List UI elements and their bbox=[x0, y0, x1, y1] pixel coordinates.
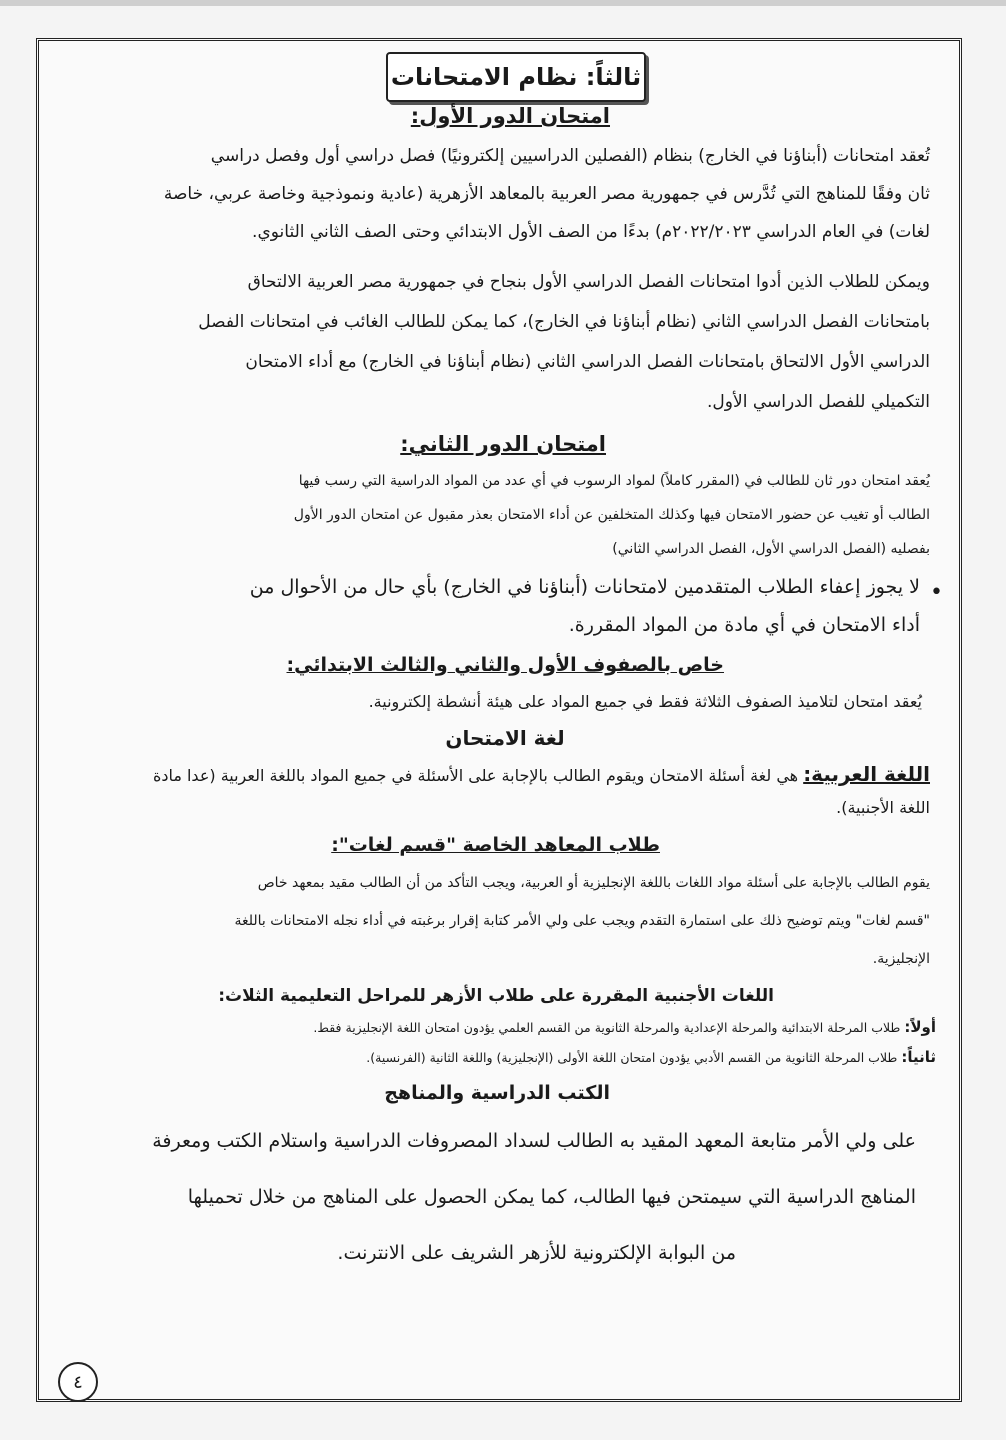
text-line: يقوم الطالب بالإجابة على أسئلة مواد اللغات باللغة الإنجليزية أو العربية، ويجب التأكد من أن الطالب مقيد بمعهد خاص bbox=[257, 875, 930, 891]
books-paragraph bbox=[80, 1132, 916, 1300]
text-line: أداء الامتحان في أي مادة من المواد المقررة. bbox=[568, 614, 920, 636]
first-text: طلاب المرحلة الابتدائية والمرحلة الإعدادية والمرحلة الثانوية من القسم العلمي يؤدون امتحان اللغة الإنجليزية فقط. bbox=[313, 1020, 901, 1035]
text-line bbox=[80, 1020, 936, 1050]
section-heading-books: الكتب الدراسية والمناهج bbox=[384, 1082, 610, 1104]
text-line: الإنجليزية. bbox=[872, 951, 930, 967]
top-edge-strip bbox=[0, 0, 1006, 6]
bullet-dot-icon: • bbox=[930, 580, 943, 605]
exam-language-paragraph bbox=[80, 764, 930, 836]
text-line bbox=[80, 764, 930, 800]
page-title: ثالثاً: نظام الامتحانات bbox=[386, 52, 646, 102]
text-line: ثان وفقًا للمناهج التي تُدَّرس في جمهورية مصر العربية بالمعاهد الأزهرية (عادية ونموذجية وخاصة عربي، خاصة bbox=[163, 184, 930, 204]
first-label: أولاً: bbox=[904, 1018, 936, 1036]
first-round-paragraph-2 bbox=[90, 274, 930, 434]
second-label: ثانياً: bbox=[901, 1048, 936, 1066]
text-line: "قسم لغات" ويتم توضيح ذلك على استمارة التقدم ويجب على ولي الأمر كتابة إقرار برغبته في أداء نجله الامتحانات باللغة bbox=[234, 913, 930, 929]
second-text: طلاب المرحلة الثانوية من القسم الأدبي يؤدون امتحان اللغة الأولى (الإنجليزية) واللغة الثانية (الفرنسية). bbox=[366, 1050, 898, 1065]
page-number-badge: ٤ bbox=[58, 1362, 98, 1402]
text-line: يُعقد امتحان دور ثان للطالب في (المقرر كاملاً) لمواد الرسوب في أي عدد من المواد الدراسية التي رسب فيها bbox=[298, 473, 930, 489]
first-round-paragraph-1 bbox=[90, 148, 930, 262]
text-line: تُعقد امتحانات (أبناؤنا في الخارج) بنظام (الفصلين الدراسيين إلكترونيًا) فصل دراسي أول وفصل دراسي bbox=[210, 146, 930, 166]
arabic-language-label: اللغة العربية: bbox=[803, 762, 930, 786]
text-line: الدراسي الأول الالتحاق بامتحانات الفصل الدراسي الثاني (نظام أبناؤنا في الخارج) مع أداء الامتحان bbox=[245, 352, 930, 372]
section-heading-primary-grades: خاص بالصفوف الأول والثاني والثالث الابتدائي: bbox=[286, 654, 724, 676]
section-heading-language-institutes: طلاب المعاهد الخاصة "قسم لغات": bbox=[331, 834, 660, 856]
text-line: التكميلي للفصل الدراسي الأول. bbox=[707, 392, 930, 412]
text-line: المناهج الدراسية التي سيمتحن فيها الطالب، كما يمكن الحصول على المناهج من خلال تحميلها bbox=[187, 1186, 916, 1208]
section-heading-first-round: امتحان الدور الأول: bbox=[410, 104, 610, 128]
section-heading-second-round: امتحان الدور الثاني: bbox=[400, 432, 606, 456]
foreign-languages-list bbox=[80, 1020, 936, 1080]
text-line: اللغة الأجنبية). bbox=[836, 798, 930, 817]
text-line: ويمكن للطلاب الذين أدوا امتحانات الفصل الدراسي الأول بنجاح في جمهورية مصر العربية الالتحاق bbox=[247, 272, 930, 292]
primary-grades-text: يُعقد امتحان لتلاميذ الصفوف الثلاثة فقط في جميع المواد على هيئة أنشطة إلكترونية. bbox=[368, 692, 922, 711]
text-line: على ولي الأمر متابعة المعهد المقيد به الطالب لسداد المصروفات الدراسية واستلام الكتب ومعرفة bbox=[152, 1130, 916, 1152]
section-heading-foreign-languages: اللغات الأجنبية المقررة على طلاب الأزهر للمراحل التعليمية الثلاث: bbox=[218, 986, 774, 1006]
second-round-paragraph bbox=[90, 474, 930, 576]
text-line: من البوابة الإلكترونية للأزهر الشريف على الانترنت. bbox=[337, 1242, 736, 1264]
text-line bbox=[80, 1050, 936, 1080]
text-line: لغات) في العام الدراسي ٢٠٢٢/٢٠٢٣م) بدءًا من الصف الأول الابتدائي وحتى الصف الثاني الثانوي. bbox=[252, 222, 930, 242]
arabic-language-text: هي لغة أسئلة الامتحان ويقوم الطالب بالإجابة على الأسئلة في جميع المواد باللغة العربية (عدا مادة bbox=[152, 766, 799, 785]
text-line: بامتحانات الفصل الدراسي الثاني (نظام أبناؤنا في الخارج)، كما يمكن للطالب الغائب في امتحانات الفصل bbox=[198, 312, 930, 332]
language-institutes-paragraph bbox=[80, 876, 930, 990]
text-line: بفصليه (الفصل الدراسي الأول، الفصل الدراسي الثاني) bbox=[612, 541, 930, 557]
section-heading-exam-language: لغة الامتحان bbox=[445, 726, 565, 750]
text-line: الطالب أو تغيب عن حضور الامتحان فيها وكذلك المتخلفين عن أداء الامتحان بعذر مقبول عن امتحان الدور الأول bbox=[293, 507, 930, 523]
text-line: لا يجوز إعفاء الطلاب المتقدمين لامتحانات (أبناؤنا في الخارج) بأي حال من الأحوال من bbox=[249, 576, 920, 598]
second-round-bullet bbox=[90, 578, 920, 654]
